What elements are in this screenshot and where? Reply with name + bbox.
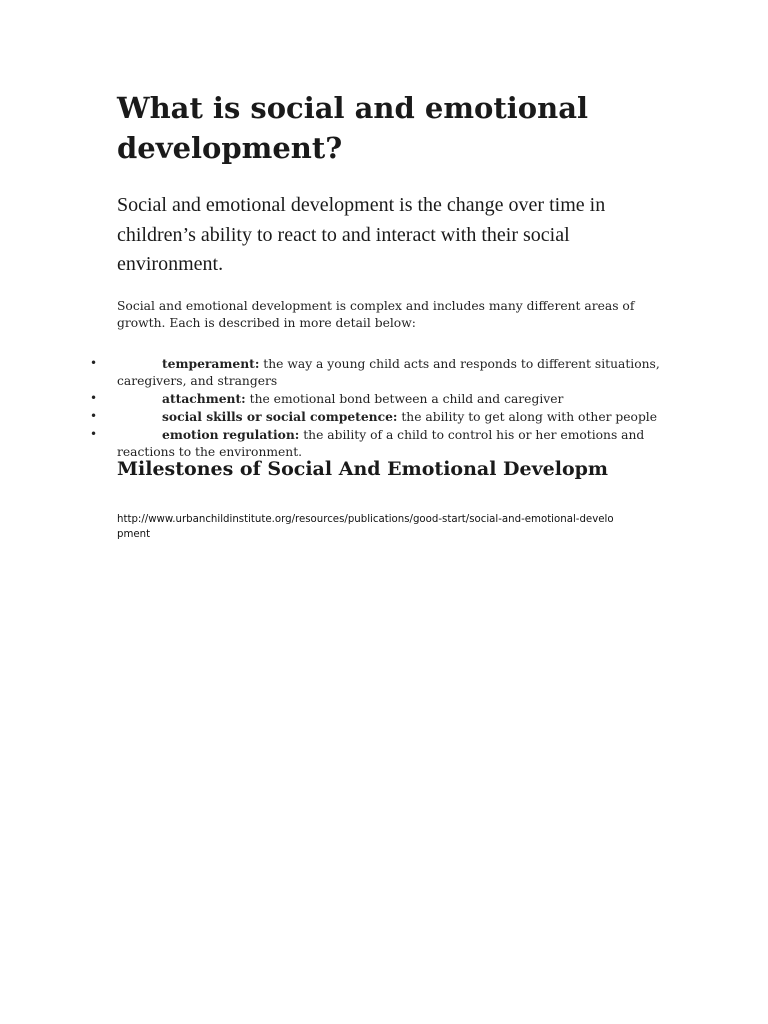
list-item-description: the way a young child acts and responds to different situations, caregivers, and strangers bbox=[117, 357, 660, 388]
bullet-icon: • bbox=[90, 427, 98, 441]
bullet-icon: • bbox=[90, 409, 98, 423]
list-item-term: attachment: bbox=[162, 391, 246, 406]
list-item-term: social skills or social competence: bbox=[162, 409, 398, 424]
list-item-text bbox=[117, 355, 672, 390]
lead-paragraph: Social and emotional development is the change over time in children’s ability to react to and interact with their social environment. bbox=[117, 194, 606, 275]
source-url-link[interactable]: http://www.urbanchildinstitute.org/resources/publications/good-start/social-and-emotional-development bbox=[117, 514, 614, 540]
list-item-term: temperament: bbox=[162, 356, 260, 371]
list-item-text bbox=[117, 408, 672, 426]
list-item-term: emotion regulation: bbox=[162, 427, 300, 442]
section-heading: Milestones of Social And Emotional Developm bbox=[117, 458, 609, 480]
list-item-description: the emotional bond between a child and caregiver bbox=[245, 392, 564, 406]
list-item-description: the ability to get along with other people bbox=[397, 410, 658, 424]
list-item bbox=[0, 390, 672, 408]
bullet-list bbox=[0, 355, 768, 461]
bullet-icon: • bbox=[90, 356, 98, 370]
list-item bbox=[0, 355, 672, 390]
list-item-description: the ability of a child to control his or her emotions and reactions to the environment. bbox=[117, 428, 645, 459]
list-item-text bbox=[117, 390, 672, 408]
page-title: What is social and emotional development? bbox=[117, 91, 588, 165]
list-item bbox=[0, 408, 672, 426]
intro-paragraph: Social and emotional development is complex and includes many different areas of growth. Each is described in more detail below: bbox=[117, 299, 635, 330]
bullet-icon: • bbox=[90, 391, 98, 405]
